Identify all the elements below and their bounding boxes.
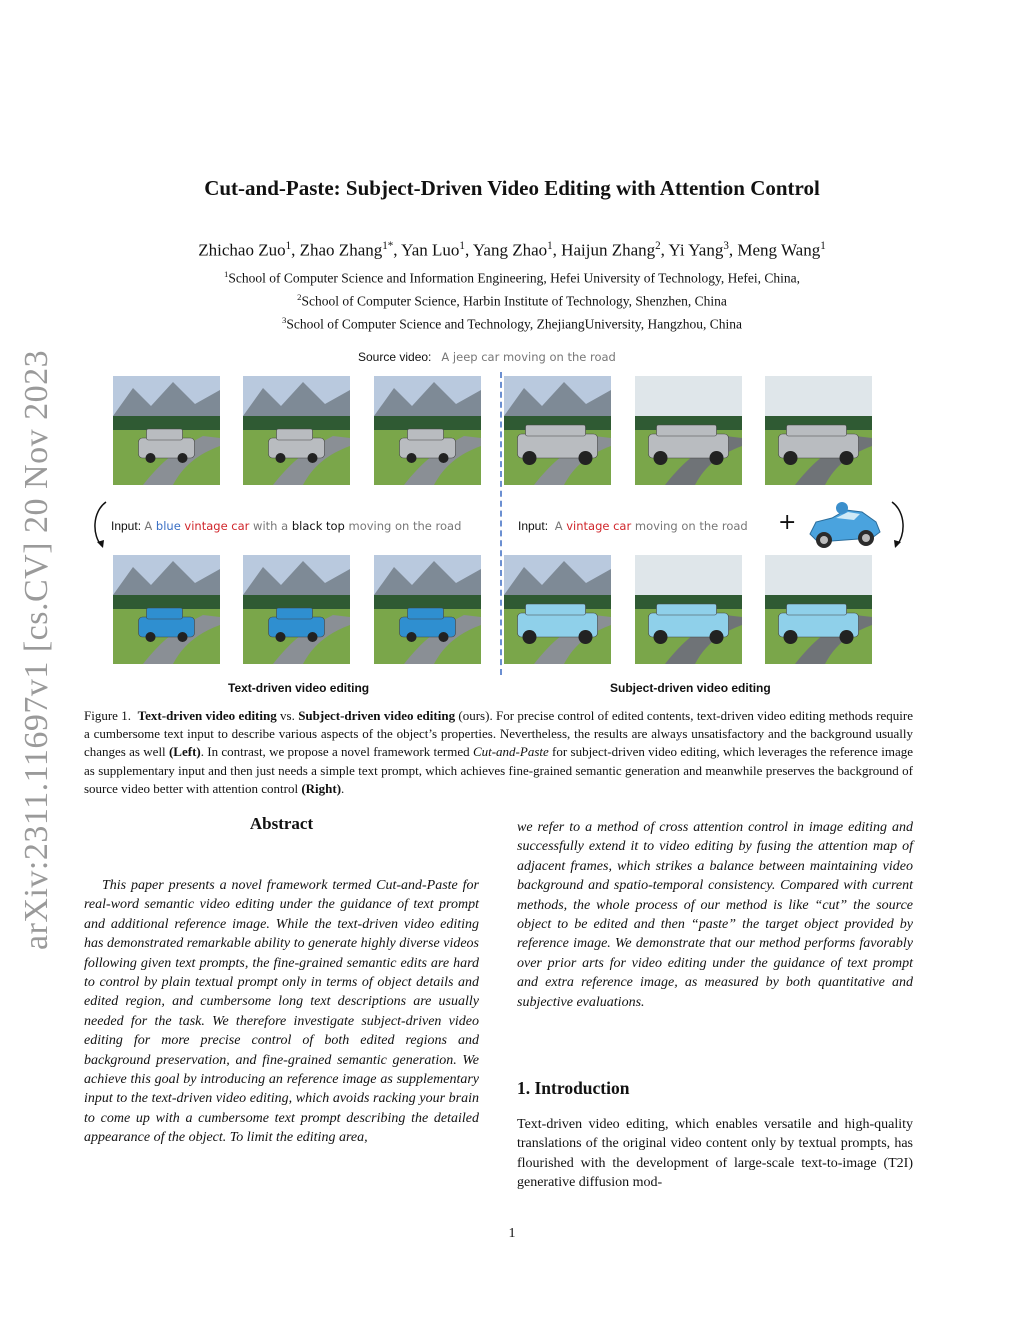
prompt-token: moving on the road bbox=[344, 519, 462, 533]
affiliation-2: $^2$School of Computer Science, Harbin Institute of Technology, Shenzhen, China bbox=[297, 292, 727, 309]
curved-arrow-left-icon bbox=[88, 500, 112, 550]
page-number: 1 bbox=[508, 1226, 516, 1241]
source-prompt: A jeep car moving on the road bbox=[441, 350, 616, 364]
author-name: Haijun Zhang bbox=[561, 240, 656, 260]
paper-title: Cut-and-Paste: Subject-Driven Video Editing with Attention Control bbox=[204, 176, 820, 200]
subject-driven-edited-frame bbox=[635, 555, 742, 664]
author-name: Meng Wang bbox=[737, 240, 821, 260]
author-name: Yi Yang bbox=[668, 240, 724, 260]
prompt-token: vintage car bbox=[566, 519, 632, 533]
author-name: Yang Zhao bbox=[472, 240, 548, 260]
text-driven-label: Text-driven video editing bbox=[228, 681, 370, 695]
subject-driven-edited-frame bbox=[765, 555, 872, 664]
prompt-token: A bbox=[144, 519, 156, 533]
text-driven-edited-frame bbox=[374, 555, 481, 664]
author-name: Yan Luo bbox=[401, 240, 460, 260]
curved-arrow-right-icon bbox=[886, 500, 910, 550]
abstract-body-continued: we refer to a method of cross attention control in image editing and successfully extend it to video editing by fusing the attention map of adjacent frames, which strikes a balance between maintaining video background and spatio-temporal consistency. Compared with current methods, the whole process of our method is like “cut” the source object to be edited and then “paste” the target object provided by reference image. We demonstrate that our method performs favorably over prior arts for video editing under the guidance of text prompt and extra reference image, as measured by both quantitative and subjective evaluations. bbox=[517, 820, 913, 1010]
prompt-token: moving on the road bbox=[631, 519, 748, 533]
introduction-heading: 1. Introduction bbox=[517, 1078, 630, 1098]
abstract-body: This paper presents a novel framework termed Cut-and-Paste for real-word semantic video editing under the guidance of text prompt and additional reference image. While the text-driven video editing has demonstrated remarkable ability to generate highly diverse videos following given text prompts, the fine-grained semantic edits are hard to control by plain textual prompt only in terms of object details and edited region, and cumbersome long text descriptions are usually needed for the task. We therefore investigate subject-driven video editing for more precise control of both edited regions and background preservation, and fine-grained semantic generation. We achieve this goal by introducing an reference image as supplementary input to the text-driven video editing, which avoids racking your brain to come up with a cumbersome text prompt describing the detailed appearance of the object. To limit the editing area, bbox=[84, 878, 479, 1146]
abstract-heading: Abstract bbox=[249, 814, 314, 833]
figure-caption: Figure 1. Text-driven video editing vs. Subject-driven video editing (ours). For precise control of edited contents, text-driven video editing methods require a cumbersome text input to describe various aspects of the object’s properties. Nevertheless, the results are always unsatisfactory and the background usually changes as well (Left). In contrast, we propose a novel framework termed Cut-and-Paste for subject-driven video editing, which leverages the reference image as supplementary input and then just needs a simple text prompt, which achieves fine-grained semantic generation and meanwhile preserves the background of source video better with attention control (Right). bbox=[84, 708, 913, 796]
text-driven-input-prompt: Input: A blue vintage car with a black top moving on the road bbox=[111, 519, 462, 533]
text-driven-edited-frame bbox=[243, 555, 350, 664]
source-video-frame bbox=[765, 376, 872, 485]
subject-driven-input-prompt: Input: A vintage car moving on the road bbox=[518, 519, 748, 533]
figure-divider bbox=[500, 372, 502, 675]
introduction-body: Text-driven video editing, which enables versatile and high-quality translations of the original video content only by textual prompts, has flourished with the development of large-scale text-to-image (T2I) generative diffusion mod- bbox=[517, 1117, 913, 1191]
source-video-frame bbox=[243, 376, 350, 485]
source-video-frame bbox=[504, 376, 611, 485]
source-video-label: Source video: A jeep car moving on the road bbox=[358, 350, 616, 364]
source-video-frame bbox=[635, 376, 742, 485]
text-driven-edited-frame bbox=[113, 555, 220, 664]
source-video-frame bbox=[113, 376, 220, 485]
author-list: Zhichao Zuo$^1$, Zhao Zhang$^{1*}$, Yan Luo$^1$, Yang Zhao$^1$, Haijun Zhang$^2$, Yi Yang$^3$, Meng Wang$^1$ bbox=[198, 240, 826, 260]
prompt-token: with a bbox=[249, 519, 292, 533]
prompt-token: black top bbox=[291, 519, 345, 533]
subject-driven-label: Subject-driven video editing bbox=[610, 681, 771, 695]
affiliation-1: $^1$School of Computer Science and Information Engineering, Hefei University of Technology, Hefei, China, bbox=[224, 269, 800, 286]
prompt-token: blue bbox=[155, 519, 181, 533]
author-name: Zhao Zhang bbox=[299, 240, 383, 260]
affiliation-3: $^3$School of Computer Science and Technology, ZhejiangUniversity, Hangzhou, China bbox=[282, 315, 742, 332]
source-video-frame bbox=[374, 376, 481, 485]
prompt-token: vintage car bbox=[184, 519, 250, 533]
subject-driven-edited-frame bbox=[504, 555, 611, 664]
author-name: Zhichao Zuo bbox=[198, 240, 286, 260]
reference-car-image bbox=[806, 500, 884, 552]
arxiv-identifier: arXiv:2311.11697v1 [cs.CV] 20 Nov 2023 bbox=[18, 349, 55, 950]
plus-sign: + bbox=[778, 510, 797, 535]
prompt-token: A bbox=[554, 519, 567, 533]
